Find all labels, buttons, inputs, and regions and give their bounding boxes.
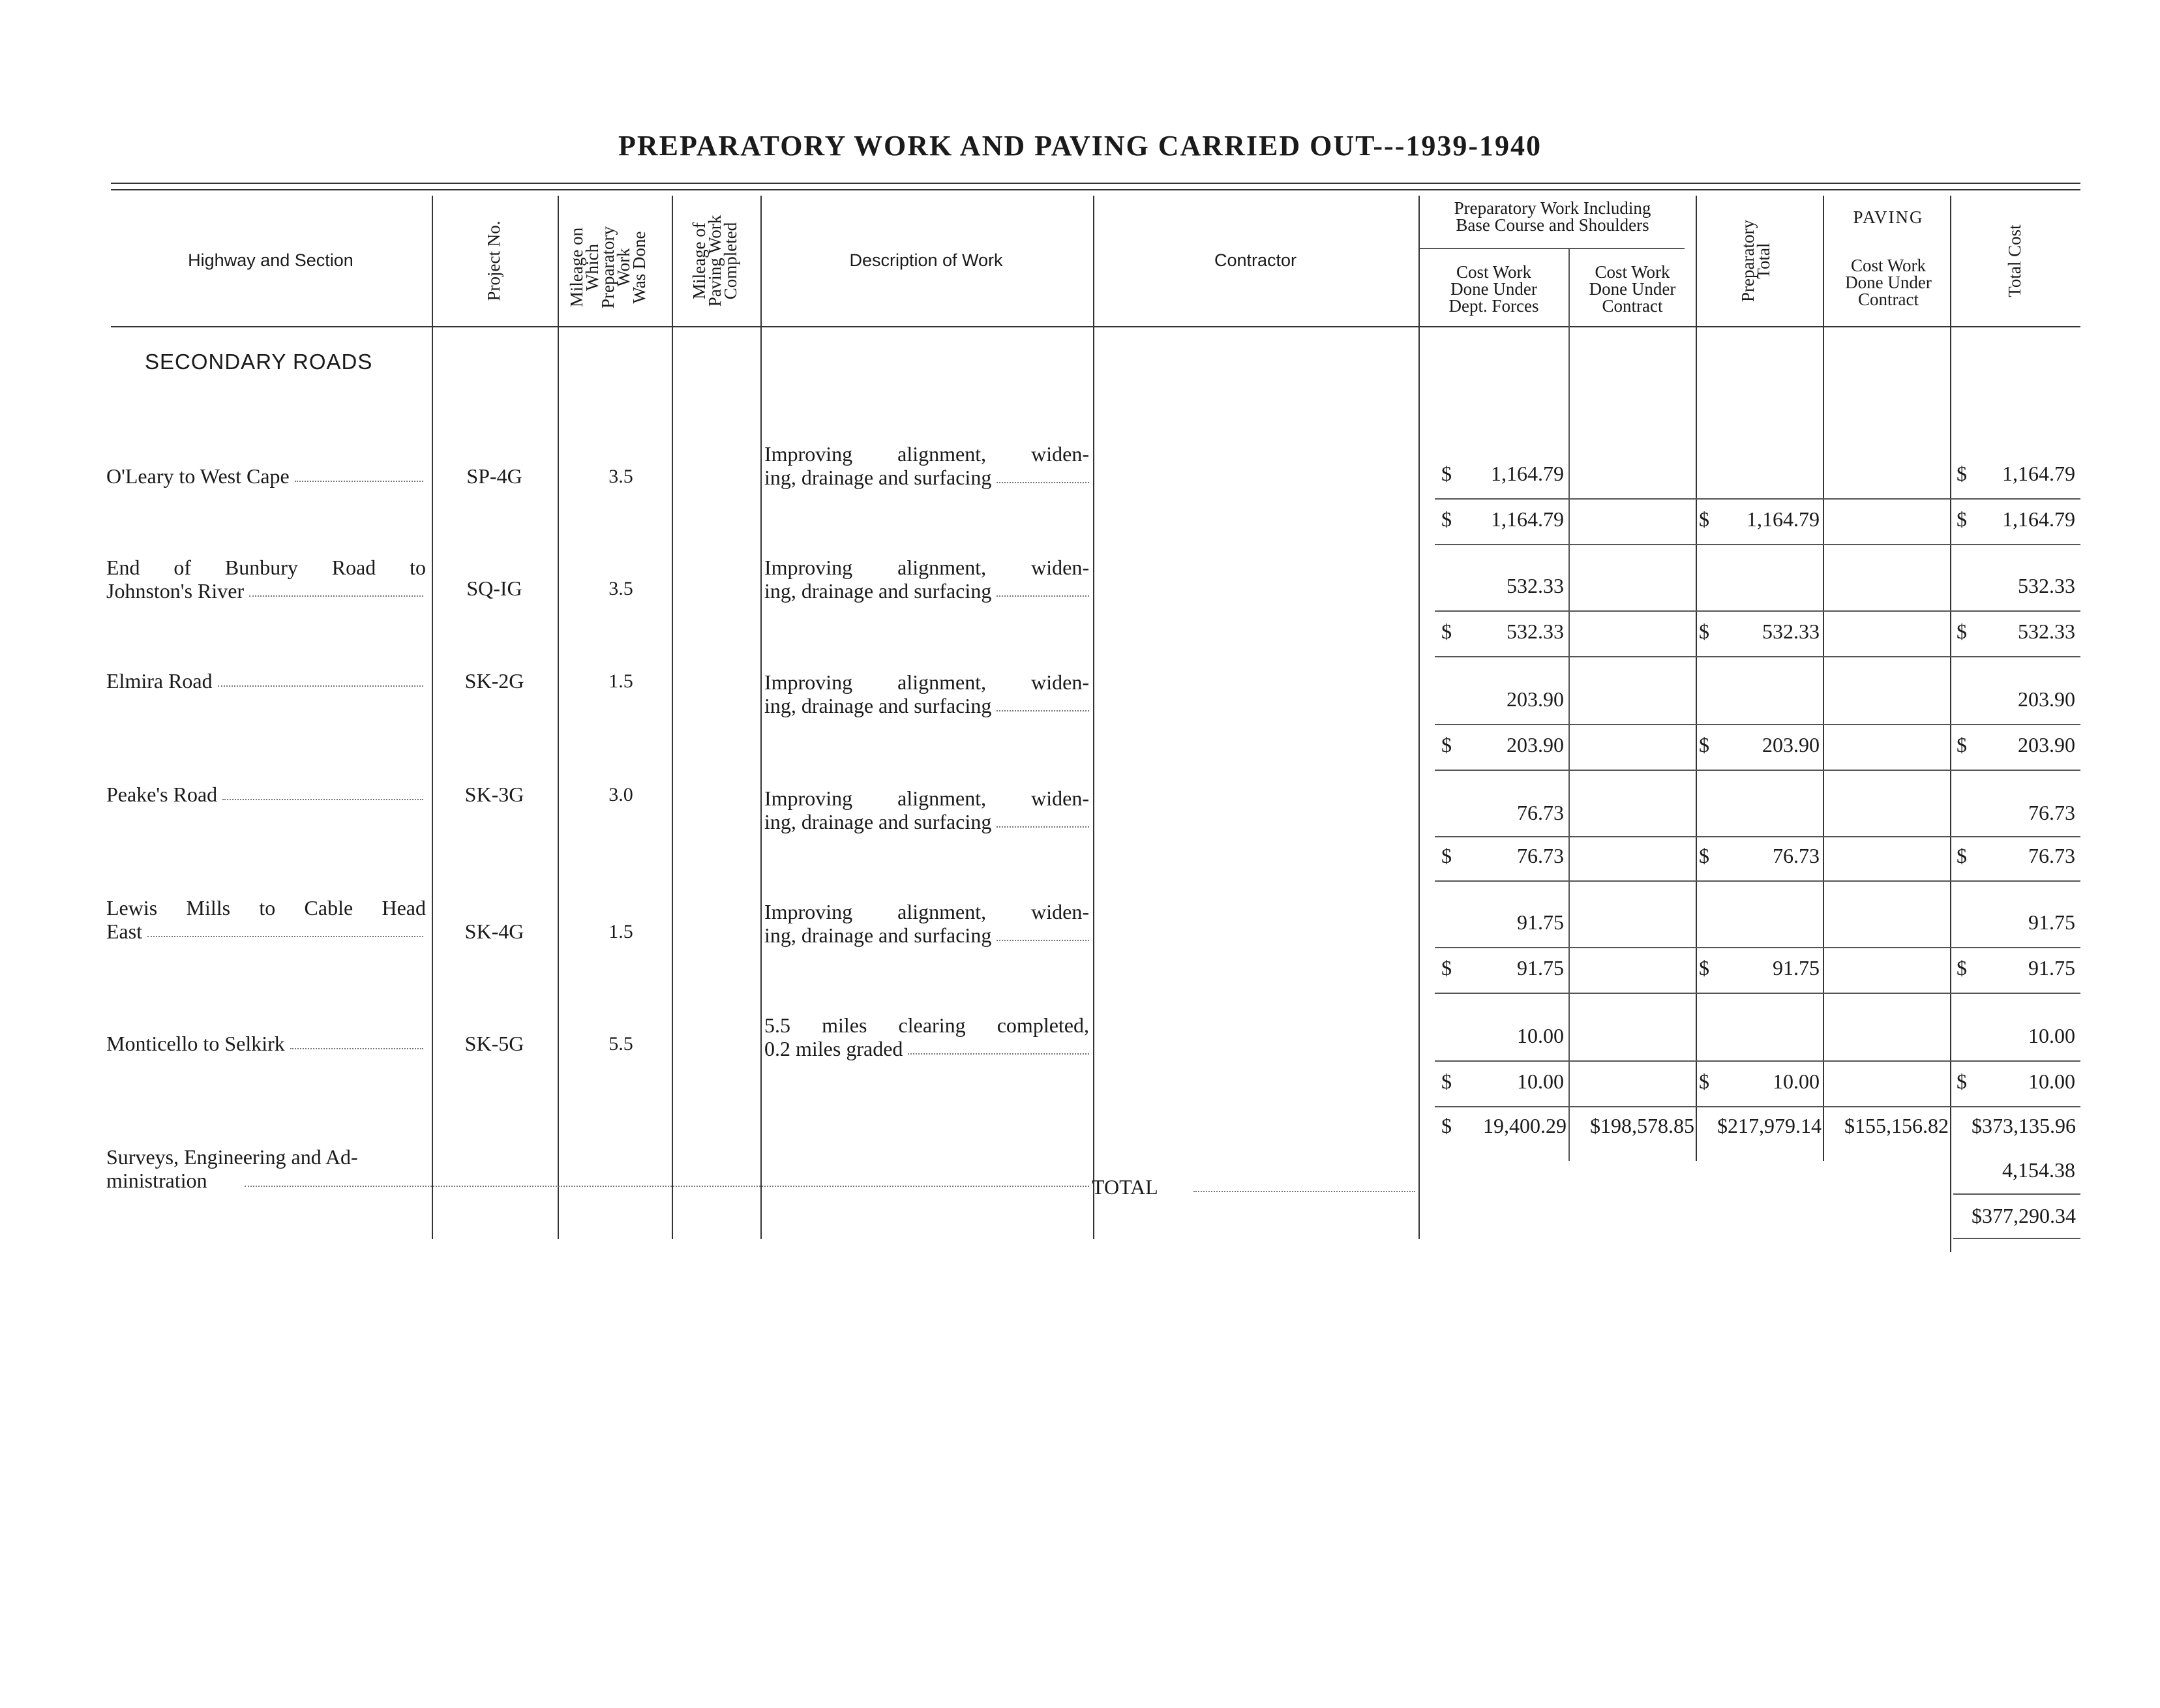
header-dept-forces: Cost Work Done Under Dept. Forces bbox=[1448, 262, 1539, 316]
subtotal-rule bbox=[1435, 656, 2080, 657]
row-subtotal-dept: 1,164.79 bbox=[1491, 507, 1564, 531]
col-divider bbox=[558, 196, 559, 1239]
header-project-no: Project No. bbox=[484, 220, 503, 301]
currency-sign: $ bbox=[1699, 1070, 1709, 1093]
currency-sign: $ bbox=[1957, 844, 1967, 867]
leader-dots bbox=[290, 1032, 423, 1049]
header-paving: PAVING bbox=[1853, 207, 1924, 227]
header-top-rule-2 bbox=[111, 189, 2080, 190]
currency-sign: $ bbox=[1957, 507, 1967, 531]
header-total-cost: Total Cost bbox=[2005, 224, 2024, 297]
currency-sign: $ bbox=[1441, 733, 1452, 757]
header-top-rule bbox=[111, 183, 2080, 184]
prep-group-rule bbox=[1418, 248, 1685, 249]
section-title: SECONDARY ROADS bbox=[145, 350, 373, 374]
row-subtotal-dept: 532.33 bbox=[1507, 620, 1564, 643]
currency-sign: $ bbox=[1957, 1070, 1967, 1093]
row-dept-amount: 10.00 bbox=[1517, 1024, 1564, 1047]
leader-dots bbox=[222, 783, 423, 800]
currency-sign: $ bbox=[1441, 1114, 1452, 1137]
row-dept-amount: 76.73 bbox=[1517, 801, 1564, 824]
row-subtotal-total: 76.73 bbox=[2028, 844, 2075, 867]
row-dept-amount: 91.75 bbox=[1517, 910, 1564, 934]
row-description: Improving alignment, widen- ing, drainage and surfacing bbox=[764, 900, 1089, 947]
subtotal-rule bbox=[1435, 544, 2080, 545]
col-divider bbox=[1568, 248, 1570, 1161]
currency-sign: $ bbox=[1957, 733, 1967, 757]
row-description: 5.5 miles clearing completed, 0.2 miles graded bbox=[764, 1013, 1089, 1060]
total-label: TOTAL bbox=[1092, 1175, 1158, 1199]
currency-sign: $ bbox=[1957, 462, 1967, 485]
subtotal-rule bbox=[1435, 724, 2080, 725]
row-dept-amount: 532.33 bbox=[1507, 574, 1564, 597]
header-prep-group: Preparatory Work Including Base Course and Shoulders bbox=[1454, 198, 1651, 235]
row-total-amount: 91.75 bbox=[2028, 910, 2075, 934]
header-bottom-rule bbox=[111, 326, 2080, 327]
row-description: Improving alignment, widen- ing, drainage and surfacing bbox=[764, 556, 1089, 603]
leader-dots bbox=[997, 694, 1089, 712]
row-project-no: SK-5G bbox=[464, 1032, 524, 1055]
col-divider bbox=[1418, 196, 1420, 1239]
row-subtotal-total: 91.75 bbox=[2028, 956, 2075, 980]
currency-sign: $ bbox=[1441, 956, 1452, 980]
currency-sign: $ bbox=[1441, 844, 1452, 867]
subtotal-rule bbox=[1435, 770, 2080, 771]
row-subtotal-dept: 10.00 bbox=[1517, 1070, 1564, 1093]
header-highway: Highway and Section bbox=[188, 250, 353, 270]
row-subtotal-total: 532.33 bbox=[2018, 620, 2075, 643]
surveys-label: Surveys, Engineering and Ad- ministration bbox=[106, 1145, 358, 1192]
currency-sign: $ bbox=[1441, 1070, 1452, 1093]
row-dept-amount: 1,164.79 bbox=[1491, 462, 1564, 485]
col-divider bbox=[1696, 196, 1697, 1161]
col-divider bbox=[760, 196, 762, 1239]
subtotal-rule bbox=[1435, 1106, 2080, 1107]
header-mileage-paving: Mileage of Paving Work Completed bbox=[689, 215, 740, 307]
currency-sign: $ bbox=[1957, 956, 1967, 980]
subtotal-rule bbox=[1435, 947, 2080, 948]
row-subtotal-prep-total: 10.00 bbox=[1773, 1070, 1820, 1093]
total-bottom-rule bbox=[1953, 1238, 2080, 1239]
page-title: PREPARATORY WORK AND PAVING CARRIED OUT---1939-1940 bbox=[618, 130, 1542, 162]
grand-paving-total: $155,156.82 bbox=[1844, 1114, 1949, 1137]
row-mileage: 1.5 bbox=[608, 921, 633, 942]
grand-total-cost: $373,135.96 bbox=[1972, 1114, 2076, 1137]
row-description: Improving alignment, widen- ing, drainage and surfacing bbox=[764, 670, 1089, 717]
row-highway: Lewis Mills to Cable Head East bbox=[106, 896, 426, 943]
currency-sign: $ bbox=[1441, 620, 1452, 643]
row-subtotal-prep-total: 76.73 bbox=[1773, 844, 1820, 867]
leader-dots bbox=[997, 579, 1089, 597]
header-contractor: Contractor bbox=[1214, 250, 1297, 270]
subtotal-rule bbox=[1435, 836, 2080, 837]
row-dept-amount: 203.90 bbox=[1507, 687, 1564, 711]
row-subtotal-prep-total: 203.90 bbox=[1762, 733, 1820, 757]
row-mileage: 3.0 bbox=[608, 784, 633, 805]
row-total-amount: 10.00 bbox=[2028, 1024, 2075, 1047]
row-mileage: 5.5 bbox=[608, 1033, 633, 1055]
row-subtotal-total: 10.00 bbox=[2028, 1070, 2075, 1093]
row-total-amount: 532.33 bbox=[2018, 574, 2075, 597]
currency-sign: $ bbox=[1699, 956, 1709, 980]
row-project-no: SK-4G bbox=[464, 920, 524, 943]
surveys-amount: 4,154.38 bbox=[2002, 1158, 2075, 1182]
col-divider bbox=[432, 196, 433, 1239]
row-subtotal-dept: 76.73 bbox=[1517, 844, 1564, 867]
header-paving-contract: Cost Work Done Under Contract bbox=[1845, 256, 1932, 309]
row-description: Improving alignment, widen- ing, drainage and surfacing bbox=[764, 787, 1089, 833]
grand-prep-total: $217,979.14 bbox=[1717, 1114, 1822, 1137]
subtotal-rule bbox=[1435, 880, 2080, 882]
leader-dots bbox=[997, 810, 1089, 828]
leader-dots bbox=[1193, 1191, 1415, 1192]
header-prep-total: Preparatory Total bbox=[1738, 220, 1773, 302]
row-project-no: SK-2G bbox=[464, 669, 524, 693]
currency-sign: $ bbox=[1699, 844, 1709, 867]
row-subtotal-prep-total: 91.75 bbox=[1773, 956, 1820, 980]
grand-prep-contract-total: $198,578.85 bbox=[1590, 1114, 1694, 1137]
row-subtotal-total: 203.90 bbox=[2018, 733, 2075, 757]
row-mileage: 1.5 bbox=[608, 670, 633, 692]
leader-dots bbox=[997, 923, 1089, 941]
currency-sign: $ bbox=[1957, 620, 1967, 643]
subtotal-rule bbox=[1435, 1060, 2080, 1062]
row-project-no: SP-4G bbox=[466, 464, 522, 488]
col-divider bbox=[1093, 196, 1094, 1239]
leader-dots bbox=[218, 669, 423, 687]
row-mileage: 3.5 bbox=[608, 578, 633, 599]
final-total: $377,290.34 bbox=[1972, 1204, 2076, 1227]
row-highway: Peake's Road bbox=[106, 783, 426, 806]
subtotal-rule bbox=[1435, 610, 2080, 612]
row-total-amount: 1,164.79 bbox=[2002, 462, 2075, 485]
total-rule bbox=[1953, 1193, 2080, 1195]
subtotal-rule bbox=[1435, 498, 2080, 500]
row-highway: Elmira Road bbox=[106, 669, 426, 693]
row-subtotal-total: 1,164.79 bbox=[2002, 507, 2075, 531]
currency-sign: $ bbox=[1699, 507, 1709, 531]
row-highway: End of Bunbury Road to Johnston's River bbox=[106, 556, 426, 603]
row-project-no: SK-3G bbox=[464, 783, 524, 806]
row-total-amount: 76.73 bbox=[2028, 801, 2075, 824]
row-subtotal-prep-total: 1,164.79 bbox=[1747, 507, 1820, 531]
row-highway: O'Leary to West Cape bbox=[106, 464, 426, 488]
row-project-no: SQ-IG bbox=[466, 577, 522, 600]
subtotal-rule bbox=[1435, 993, 2080, 994]
row-total-amount: 203.90 bbox=[2018, 687, 2075, 711]
currency-sign: $ bbox=[1699, 733, 1709, 757]
leader-dots bbox=[245, 1186, 1089, 1187]
row-description: Improving alignment, widen- ing, drainage and surfacing bbox=[764, 442, 1089, 489]
currency-sign: $ bbox=[1441, 462, 1452, 485]
leader-dots bbox=[249, 579, 423, 597]
col-divider bbox=[1823, 196, 1824, 1161]
leader-dots bbox=[295, 464, 423, 482]
header-description: Description of Work bbox=[849, 250, 1003, 270]
grand-dept-total: 19,400.29 bbox=[1483, 1114, 1567, 1137]
leader-dots bbox=[908, 1037, 1089, 1055]
row-mileage: 3.5 bbox=[608, 466, 633, 487]
header-prep-contract: Cost Work Done Under Contract bbox=[1589, 262, 1676, 316]
col-divider bbox=[672, 196, 673, 1239]
currency-sign: $ bbox=[1699, 620, 1709, 643]
leader-dots bbox=[147, 920, 423, 937]
currency-sign: $ bbox=[1441, 507, 1452, 531]
leader-dots bbox=[997, 466, 1089, 483]
row-subtotal-dept: 91.75 bbox=[1517, 956, 1564, 980]
row-subtotal-prep-total: 532.33 bbox=[1762, 620, 1820, 643]
row-subtotal-dept: 203.90 bbox=[1507, 733, 1564, 757]
header-mileage-prep: Mileage on Which Preparatory Work Was Done bbox=[567, 226, 649, 308]
row-highway: Monticello to Selkirk bbox=[106, 1032, 426, 1055]
